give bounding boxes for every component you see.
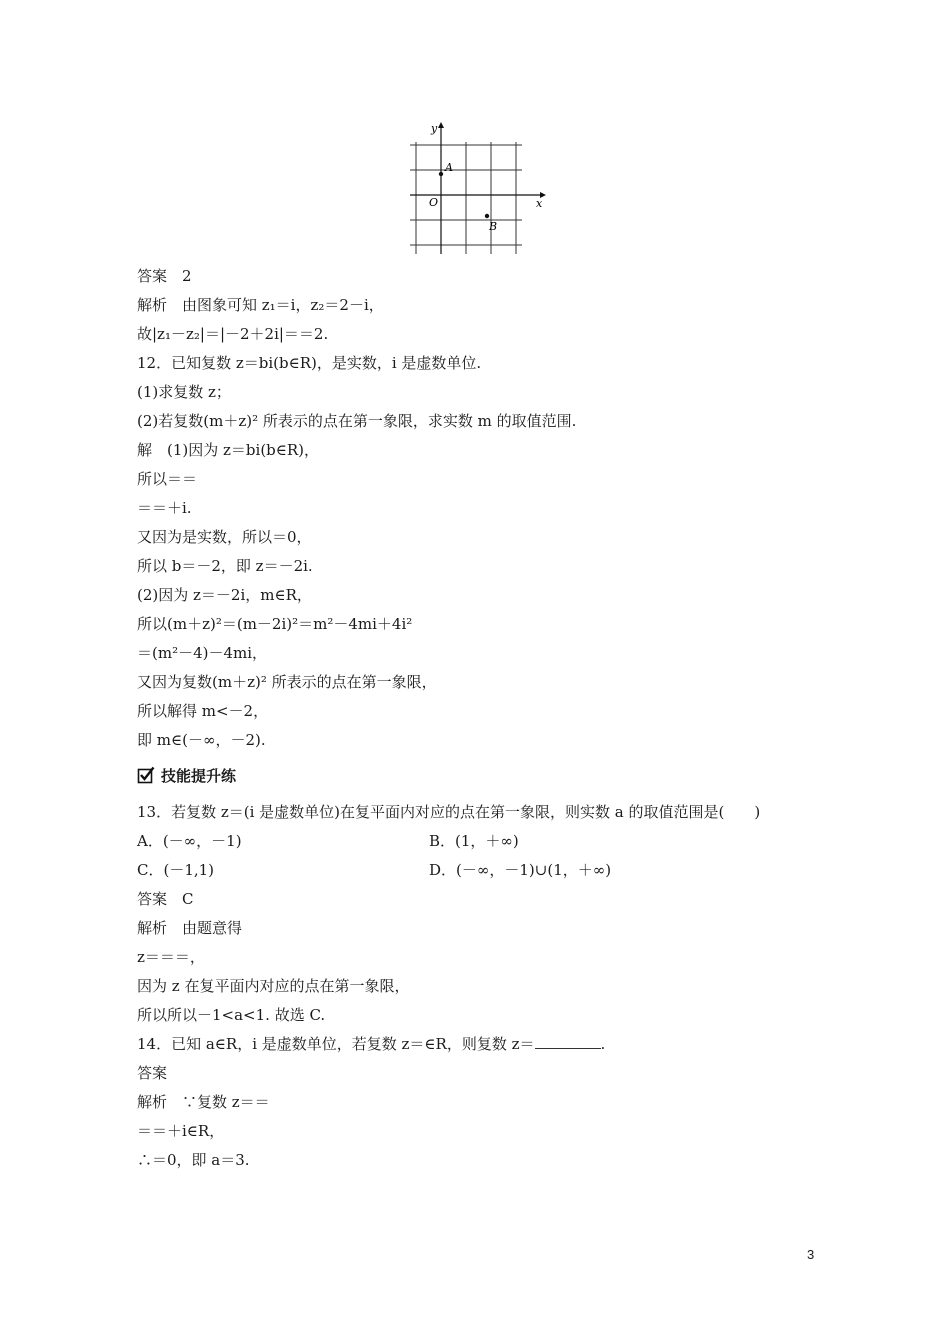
- text-line: 故|z₁－z₂|＝|－2＋2i|＝＝2.: [137, 325, 329, 343]
- section-header: [137, 762, 236, 788]
- page-number: 3: [807, 1247, 815, 1262]
- complex-plane-figure: [400, 120, 550, 260]
- answer-blank: [535, 1034, 601, 1049]
- axis-y-label: y: [431, 122, 438, 135]
- checkbox-check-icon: [137, 766, 155, 784]
- text-line: z＝＝＝，: [137, 948, 205, 966]
- text-line: 因为 z 在复平面内对应的点在第一象限，: [137, 977, 410, 995]
- text-line: 所以(m＋z)²＝(m－2i)²＝m²－4mi＋4i²: [137, 615, 413, 633]
- y-axis-arrow: [438, 122, 444, 128]
- text-line: 答案 2: [137, 267, 192, 285]
- option-c: C．(－1,1): [137, 861, 215, 879]
- point-b-dot: [485, 214, 489, 218]
- question-14-text: 14．已知 a∈R，i 是虚数单位，若复数 z＝∈R，则复数 z＝: [137, 1035, 535, 1053]
- text-line: 解析 由题意得: [137, 919, 243, 937]
- options-row-2: [137, 856, 837, 885]
- text-line: 解析 ∵复数 z＝＝: [137, 1093, 270, 1111]
- text-line: 所以所以－1<a<1. 故选 C.: [137, 1006, 326, 1024]
- option-d: D．(－∞，－1)∪(1，＋∞): [429, 861, 612, 879]
- text-line: ＝(m²－4)－4mi，: [137, 644, 268, 662]
- text-line: 所以＝＝: [137, 470, 198, 488]
- text-line: (2)若复数(m＋z)² 所表示的点在第一象限，求实数 m 的取值范围.: [137, 412, 577, 430]
- origin-label: O: [429, 196, 439, 209]
- point-a-label: A: [445, 161, 453, 174]
- question-13-stem: 13．若复数 z＝(i 是虚数单位)在复平面内对应的点在第一象限，则实数 a 的取值范围是( ): [137, 803, 761, 821]
- text-line: 答案: [137, 1064, 168, 1082]
- text-line: (1)求复数 z；: [137, 383, 231, 401]
- option-a: A．(－∞，－1): [137, 832, 242, 850]
- text-line: ＝＝＋i∈R，: [137, 1122, 225, 1140]
- text-line: 所以解得 m<－2，: [137, 702, 269, 720]
- axis-x-label: x: [536, 197, 543, 210]
- text-line: 解析 由图象可知 z₁＝i，z₂＝2－i，: [137, 296, 384, 314]
- text-line: 答案 C: [137, 890, 194, 908]
- text-line: (2)因为 z＝－2i，m∈R，: [137, 586, 312, 604]
- option-b: B．(1，＋∞): [429, 832, 519, 850]
- text-line: 又因为是实数，所以＝0，: [137, 528, 312, 546]
- text-line: ＝＝＋i.: [137, 499, 192, 517]
- point-a-dot: [439, 172, 443, 176]
- question-12-stem: 12．已知复数 z＝bi(b∈R)，是实数，i 是虚数单位.: [137, 354, 482, 372]
- text-line: 解 (1)因为 z＝bi(b∈R)，: [137, 441, 320, 459]
- section-title: 技能提升练: [161, 766, 237, 785]
- question-13: [137, 798, 837, 1175]
- text-line: 即 m∈(－∞，－2).: [137, 731, 266, 749]
- text-line: ∴＝0，即 a＝3.: [137, 1151, 250, 1169]
- question-14-end: .: [600, 1035, 606, 1053]
- text-line: 所以 b＝－2，即 z＝－2i.: [137, 557, 313, 575]
- solution-block-1: [137, 262, 837, 755]
- point-b-label: B: [489, 220, 498, 233]
- question-14-stem: [137, 1030, 837, 1059]
- options-row-1: [137, 827, 837, 856]
- text-line: 又因为复数(m＋z)² 所表示的点在第一象限，: [137, 673, 437, 691]
